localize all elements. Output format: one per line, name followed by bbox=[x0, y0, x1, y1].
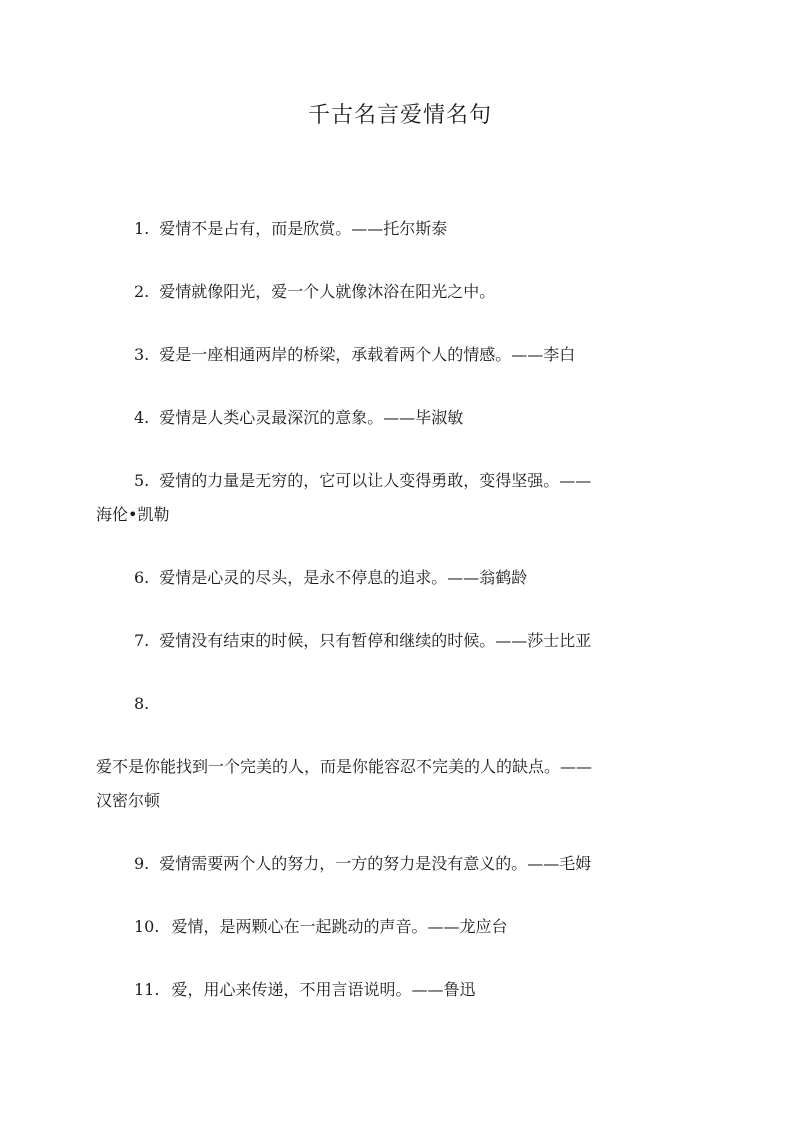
list-item bbox=[96, 561, 686, 595]
list-item bbox=[96, 687, 686, 818]
item-text-continued: 汉密尔顿 bbox=[96, 791, 161, 810]
page-title: 千古名言爱情名句 bbox=[307, 103, 492, 128]
item-number: 7. bbox=[134, 631, 150, 650]
item-number: 3. bbox=[134, 345, 150, 364]
quote-list bbox=[96, 212, 686, 1036]
item-text: 爱情就像阳光，爱一个人就像沐浴在阳光之中。 bbox=[159, 282, 496, 301]
item-number: 1. bbox=[134, 219, 150, 238]
list-item bbox=[96, 973, 686, 1007]
list-item bbox=[96, 275, 686, 309]
item-text: 爱情是人类心灵最深沉的意象。——毕淑敏 bbox=[159, 408, 464, 427]
list-item bbox=[96, 338, 686, 372]
item-text-continued: 爱不是你能找到一个完美的人，而是你能容忍不完美的人的缺点。—— bbox=[96, 757, 593, 776]
item-number: 11. bbox=[134, 980, 160, 999]
item-number: 10. bbox=[134, 917, 160, 936]
list-item bbox=[96, 464, 686, 532]
item-text: 爱情不是占有，而是欣赏。——托尔斯泰 bbox=[159, 219, 448, 238]
item-number: 6. bbox=[134, 568, 150, 587]
item-text: 爱情，是两颗心在一起跳动的声音。——龙应台 bbox=[171, 917, 508, 936]
item-text: 爱情的力量是无穷的，它可以让人变得勇敢，变得坚强。—— bbox=[159, 471, 592, 490]
list-item bbox=[96, 847, 686, 881]
item-text: 爱情是心灵的尽头，是永不停息的追求。——翁鹤龄 bbox=[159, 568, 528, 587]
item-text: 爱是一座相通两岸的桥梁，承载着两个人的情感。——李白 bbox=[159, 345, 576, 364]
item-text-continued: 海伦•凯勒 bbox=[96, 505, 170, 524]
list-item bbox=[96, 910, 686, 944]
item-number: 2. bbox=[134, 282, 150, 301]
list-item bbox=[96, 624, 686, 658]
item-text: 爱情没有结束的时候，只有暂停和继续的时候。——莎士比亚 bbox=[159, 631, 592, 650]
item-text: 爱，用心来传递，不用言语说明。——鲁迅 bbox=[171, 980, 476, 999]
item-number: 4. bbox=[134, 408, 150, 427]
item-number: 9. bbox=[134, 854, 150, 873]
item-text: 爱情需要两个人的努力，一方的努力是没有意义的。——毛姆 bbox=[159, 854, 592, 873]
list-item bbox=[96, 401, 686, 435]
item-number: 8. bbox=[134, 694, 150, 713]
item-number: 5. bbox=[134, 471, 150, 490]
list-item bbox=[96, 212, 686, 246]
